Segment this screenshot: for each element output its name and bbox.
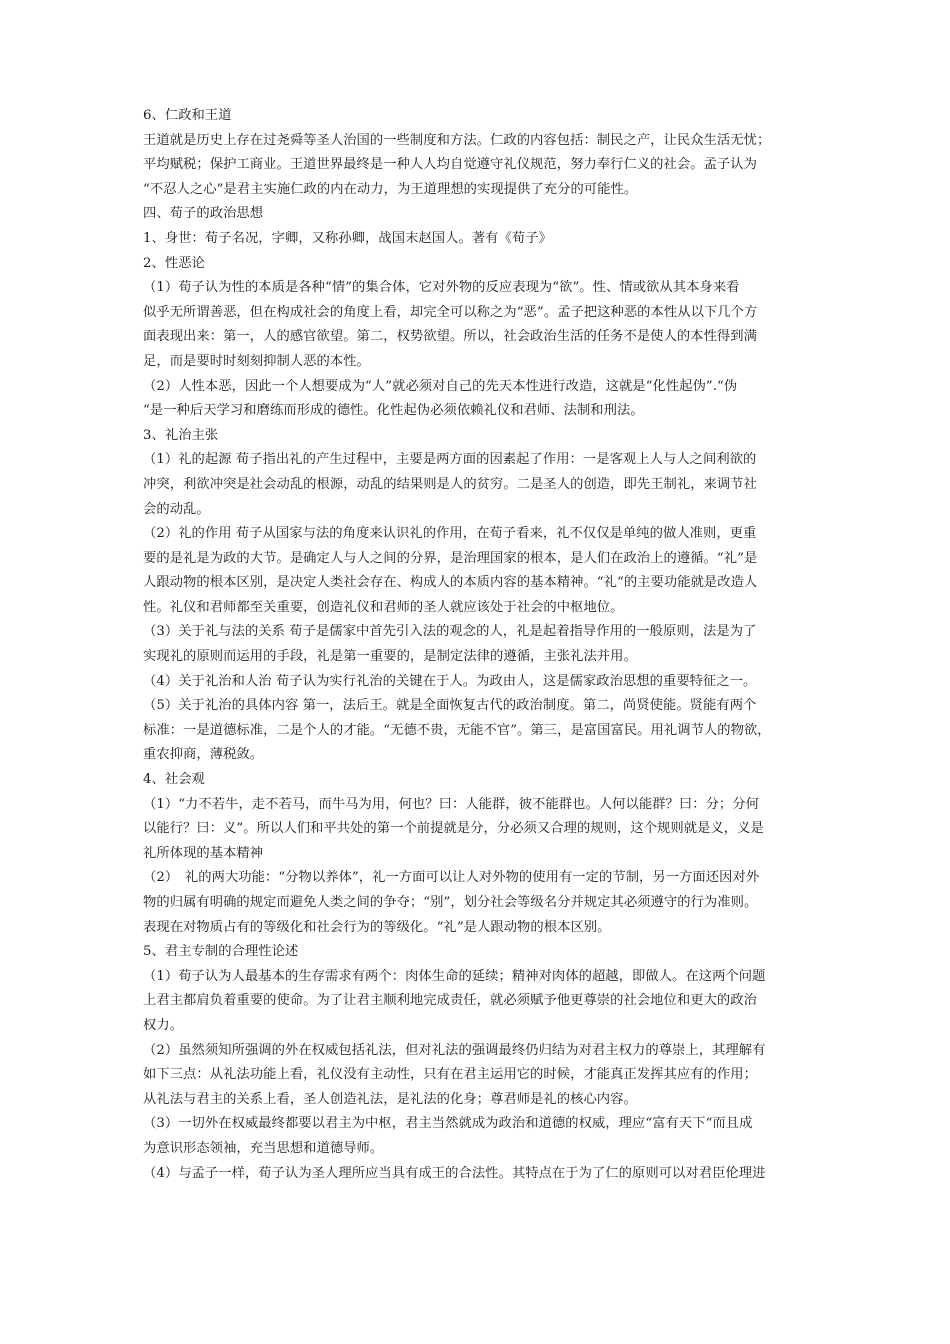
text-line: 如下三点：从礼法功能上看，礼仪没有主动性，只有在君主运用它的时候，才能真正发挥其应有的作用； [143,1067,757,1083]
text-line: 礼所体现的基本精神 [143,845,264,861]
text-line: （2）礼的作用 荀子从国家与法的角度来认识礼的作用，在荀子看来，礼不仅仅是单纯的做人准则，更重 [143,526,757,542]
text-line: 为意识形态领袖，充当思想和道德导师。 [143,1140,384,1156]
text-line: 4、社会观 [143,772,205,788]
text-line: 6、仁政和王道 [143,108,232,123]
text-line: （1）“力不若牛，走不若马，而牛马为用，何也？曰：人能群，彼不能群也。人何以能群？曰：分；分何 [143,796,759,812]
text-line: 1、身世：荀子名况，字卿，又称孙卿，战国末赵国人。著有《荀子》 [143,230,552,246]
text-line: （5）关于礼治的具体内容 第一，法后王。就是全面恢复古代的政治制度。第二，尚贤使能。贤能有两个 [143,698,757,714]
text-line: 权力。 [143,1017,184,1033]
text-line: 似乎无所谓善恶，但在构成社会的角度上看，却完全可以称之为“恶”。孟子把这种恶的本性从以下几个方 [143,304,758,320]
text-line: （4）与孟子一样，荀子认为圣人理所应当具有成王的合法性。其特点在于为了仁的原则可以对君臣伦理进 [143,1165,766,1181]
text-line: 平均赋税；保护工商业。王道世界最终是一种人人均自觉遵守礼仪规范，努力奉行仁义的社会。孟子认为 [143,157,757,173]
text-line: 3、礼治主张 [143,427,219,443]
text-line: 冲突，利欲冲突是社会动乱的根源，动乱的结果则是人的贫穷。二是圣人的创造，即先王制礼，来调节社 [143,476,757,492]
text-line: 性。礼仪和君师都至关重要，创造礼仪和君师的圣人就应该处于社会的中枢地位。 [143,599,624,615]
text-line: （1）荀子认为性的本质是各种“情”的集合体，它对外物的反应表现为“欲”。性、情或欲从其本身来看 [143,280,740,296]
text-line: 面表现出来：第一，人的感官欲望。第二，权势欲望。所以，社会政治生活的任务不是使人的本性得到满 [143,329,757,345]
text-line: 5、君主专制的合理性论述 [143,944,299,960]
text-line: （2）虽然须知所强调的外在权威包括礼法，但对礼法的强调最终仍归结为对君主权力的尊崇上，其理解有 [143,1042,766,1058]
text-line: （1）荀子认为人最基本的生存需求有两个：肉体生命的延续；精神对肉体的超越，即做人。在这两个问题 [143,968,766,984]
text-line: （2）人性本恶，因此一个人想要成为“人”就必须对自己的先天本性进行改造，这就是“化性起伪”.“伪 [143,378,738,394]
text-line: 上君主都肩负着重要的使命。为了让君主顺利地完成责任，就必须赋予他更尊崇的社会地位和更大的政治 [143,993,757,1009]
text-line: 重农抑商，薄税敛。 [143,747,264,763]
text-line: 2、性恶论 [143,255,205,271]
text-line: 四、荀子的政治思想 [143,206,264,222]
text-line: 实现礼的原则而运用的手段，礼是第一重要的，是制定法律的遵循，主张礼法并用。 [143,649,637,665]
text-line: “不忍人之心”是君主实施仁政的内在动力，为王道理想的实现提供了充分的可能性。 [143,181,638,197]
text-line: “是一种后天学习和磨练而形成的德性。化性起伪必须依赖礼仪和君师、法制和刑法。 [143,403,644,419]
text-line: 从礼法与君主的关系上看，圣人创造礼法，是礼法的化身；尊君师是礼的核心内容。 [143,1091,637,1107]
text-line: 会的动乱。 [143,501,210,517]
text-line: 物的归属有明确的规定而避免人类之间的争夺；“别”，划分社会等级名分并规定其必须遵守的行为准则。 [143,895,758,910]
text-line: 人跟动物的根本区别，是决定人类社会存在、构成人的本质内容的基本精神。“礼“的主要功能就是改造人 [143,575,758,591]
text-line: （2） 礼的两大功能：“分物以养体”，礼一方面可以让人对外物的使用有一定的节制，另一方面还因对外 [143,870,760,886]
text-line: 以能行？曰：义”。所以人们和平共处的第一个前提就是分，分必须又合理的规则，这个规则就是义，义是 [143,821,764,837]
text-line: （3）关于礼与法的关系 荀子是儒家中首先引入法的观念的人，礼是起着指导作用的一般原则，法是为了 [143,624,757,640]
text-line: 表现在对物质占有的等级化和社会行为的等级化。“礼”是人跟动物的根本区别。 [143,919,611,935]
text-line: 王道就是历史上存在过尧舜等圣人治国的一些制度和方法。仁政的内容包括：制民之产，让民众生活无忧； [143,132,771,148]
text-line: （3）一切外在权威最终都要以君主为中枢，君主当然就成为政治和道德的权威，理应“富有天下“而且成 [143,1116,753,1132]
text-line: （4）关于礼治和人治 荀子认为实行礼治的关键在于人。为政由人，这是儒家政治思想的重要特征之一。 [143,673,757,689]
text-line: 标准：一是道德标准，二是个人的才能。“无德不贵，无能不官”。第三，是富国富民。用礼调节人的物欲， [143,722,771,738]
text-line: （1）礼的起源 荀子指出礼的产生过程中，主要是两方面的因素起了作用：一是客观上人与人之间利欲的 [143,452,757,468]
text-line: 要的是礼是为政的大节。是确定人与人之间的分界，是治理国家的根本，是人们在政治上的遵循。“礼”是 [143,550,758,566]
text-line: 足，而是要时时刻刻抑制人恶的本性。 [143,353,370,369]
